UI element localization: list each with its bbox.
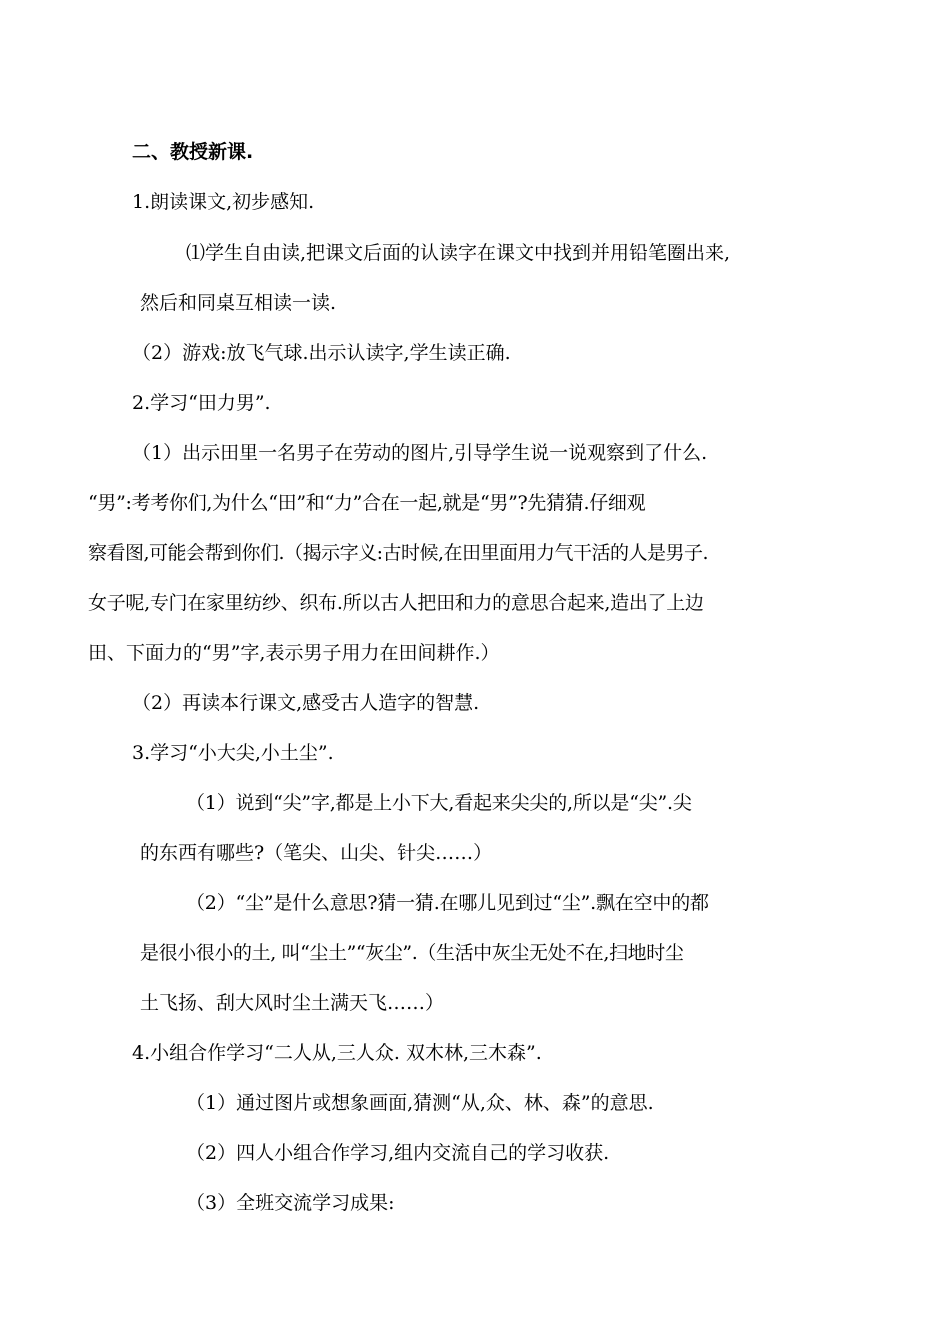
item-3-2-line-2: 是很小很小的土, 叫“尘土”“灰尘”.（生活中灰尘无处不在,扫地时尘 — [140, 942, 684, 964]
section-title: 二、教授新课. — [132, 141, 254, 163]
item-3-1-line-1: （1）说到“尖”字,都是上小下大,看起来尖尖的,所以是“尖”.尖 — [186, 792, 692, 814]
item-3-1-line-2: 的东西有哪些?（笔尖、山尖、针尖……） — [140, 842, 493, 864]
item-1-2: （2）游戏:放飞气球.出示认读字,学生读正确. — [132, 342, 511, 364]
item-2-paragraph-line-3: 女子呢,专门在家里纺纱、织布.所以古人把田和力的意思合起来,造出了上边 — [88, 592, 704, 614]
item-4-1: （1）通过图片或想象画面,猜测“从,众、林、森”的意思. — [186, 1092, 654, 1114]
item-3-2-line-3: 土飞扬、刮大风时尘土满天飞……） — [140, 992, 445, 1014]
item-2-1: （1）出示田里一名男子在劳动的图片,引导学生说一说观察到了什么. — [132, 442, 708, 464]
item-2-paragraph-line-1: “男”:考考你们,为什么“田”和“力”合在一起,就是“男”?先猜猜.仔细观 — [88, 492, 646, 514]
item-1-1-line-1: ⑴学生自由读,把课文后面的认读字在课文中找到并用铅笔圈出来, — [186, 242, 731, 264]
item-4-2: （2）四人小组合作学习,组内交流自己的学习收获. — [186, 1142, 610, 1164]
item-2-2: （2）再读本行课文,感受古人造字的智慧. — [132, 692, 480, 714]
item-3-2-line-1: （2）“尘”是什么意思?猜一猜.在哪儿见到过“尘”.飘在空中的都 — [186, 892, 709, 914]
item-1-1-line-2: 然后和同桌互相读一读. — [140, 292, 337, 314]
item-4-heading: 4.小组合作学习“二人从,三人众. 双木林,三木森”. — [132, 1042, 542, 1064]
item-2-paragraph-line-4: 田、下面力的“男”字,表示男子用力在田间耕作.） — [88, 642, 500, 664]
item-1-heading: 1.朗读课文,初步感知. — [132, 191, 315, 213]
item-3-heading: 3.学习“小大尖,小土尘”. — [132, 742, 334, 764]
item-4-3: （3）全班交流学习成果: — [186, 1192, 395, 1214]
item-2-heading: 2.学习“田力男”. — [132, 392, 271, 414]
item-2-paragraph-line-2: 察看图,可能会帮到你们.（揭示字义:古时候,在田里面用力气干活的人是男子. — [88, 542, 709, 564]
